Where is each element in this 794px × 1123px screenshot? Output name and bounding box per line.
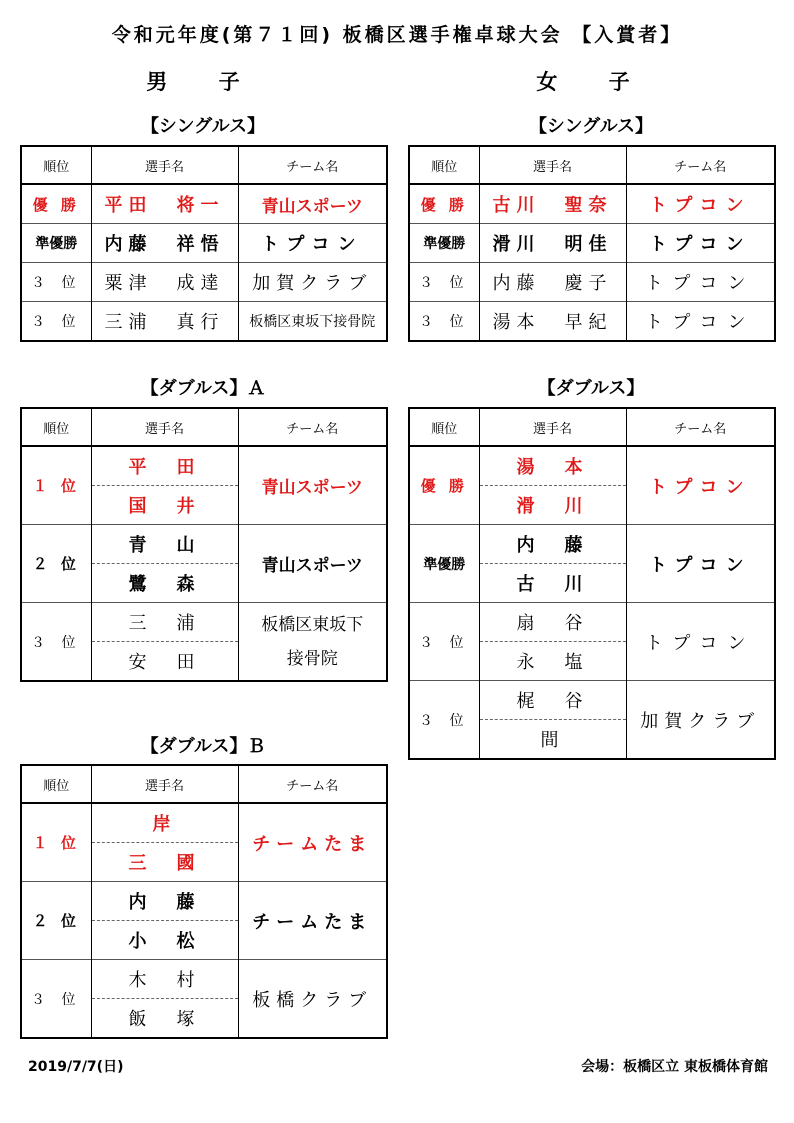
women-singles-title: 【シングルス】 — [528, 116, 654, 137]
table-row — [21, 960, 387, 999]
page-title: 令和元年度(第７１回) 板橋区選手権卓球大会 【入賞者】 — [111, 24, 683, 46]
player-header: 選手名 — [91, 408, 238, 446]
rank-cell: １ 位 — [21, 446, 91, 525]
player-cell: 内藤 祥悟 — [91, 224, 238, 263]
men-singles-table — [20, 145, 388, 342]
rank-cell: ３ 位 — [21, 302, 91, 342]
rank-cell: ３ 位 — [409, 263, 479, 302]
player-cell: 滑 川 — [479, 486, 626, 525]
men-singles-title: 【シングルス】 — [140, 116, 266, 137]
rank-cell: ３ 位 — [21, 603, 91, 682]
women-heading: 女 子 — [536, 70, 652, 94]
table-row — [409, 603, 775, 642]
table-row — [21, 263, 387, 302]
player-cell: 飯 塚 — [91, 999, 238, 1039]
rank-cell: ２ 位 — [21, 882, 91, 960]
player-header: 選手名 — [91, 765, 238, 803]
player-cell: 国 井 — [91, 486, 238, 525]
team-cell: チームたま — [238, 882, 387, 960]
event-venue: 会場：板橋区立 東板橋体育館 — [581, 1059, 768, 1075]
table-row — [409, 302, 775, 342]
team-cell: トプコン — [626, 224, 775, 263]
player-cell: 湯 本 — [479, 446, 626, 486]
table-row — [409, 184, 775, 224]
table-row — [409, 525, 775, 564]
player-cell: 湯本 早紀 — [479, 302, 626, 342]
table-row — [21, 224, 387, 263]
men-heading: 男 子 — [146, 70, 262, 94]
table-header — [409, 408, 775, 446]
player-cell: 岸 — [91, 803, 238, 843]
team-cell: トプコン — [238, 224, 387, 263]
event-date: 2019/7/7(日) — [28, 1059, 124, 1075]
team-cell: 青山スポーツ — [238, 184, 387, 224]
table-row — [21, 882, 387, 921]
player-cell: 三 國 — [91, 843, 238, 882]
team-header: チーム名 — [626, 146, 775, 184]
table-row — [409, 224, 775, 263]
player-header: 選手名 — [91, 146, 238, 184]
rank-header: 順位 — [409, 408, 479, 446]
table-row — [409, 446, 775, 486]
rank-cell: 優 勝 — [21, 184, 91, 224]
team-line: 板橋区東坂下 — [261, 614, 364, 635]
rank-cell: ３ 位 — [21, 960, 91, 1039]
rank-header: 順位 — [409, 146, 479, 184]
player-cell: 小 松 — [91, 921, 238, 960]
player-header: 選手名 — [479, 146, 626, 184]
table-row — [21, 446, 387, 486]
rank-cell: ２ 位 — [21, 525, 91, 603]
player-cell: 梶 谷 — [479, 681, 626, 720]
player-cell: 永 塩 — [479, 642, 626, 681]
rank-cell: ３ 位 — [409, 302, 479, 342]
player-cell: 平 田 — [91, 446, 238, 486]
men-doubles-a-title: 【ダブルス】Ａ — [140, 378, 266, 399]
table-header — [21, 408, 387, 446]
player-cell: 古 川 — [479, 564, 626, 603]
team-header: チーム名 — [238, 765, 387, 803]
team-cell: 板橋クラブ — [238, 960, 387, 1039]
player-cell: 安 田 — [91, 642, 238, 682]
rank-header: 順位 — [21, 408, 91, 446]
player-cell: 間 — [479, 720, 626, 760]
team-cell: 板橋区東坂下接骨院 — [238, 302, 387, 342]
team-cell: 青山スポーツ — [238, 446, 387, 525]
men-doubles-b-title: 【ダブルス】Ｂ — [140, 736, 266, 757]
player-cell: 粟津 成達 — [91, 263, 238, 302]
player-cell: 木 村 — [91, 960, 238, 999]
team-cell — [238, 603, 387, 682]
player-cell: 滑川 明佳 — [479, 224, 626, 263]
player-header: 選手名 — [479, 408, 626, 446]
table-header — [409, 146, 775, 184]
table-row — [409, 681, 775, 720]
player-cell: 扇 谷 — [479, 603, 626, 642]
table-row — [21, 302, 387, 342]
rank-header: 順位 — [21, 765, 91, 803]
player-cell: 内 藤 — [91, 882, 238, 921]
men-doubles-b-table — [20, 764, 388, 1039]
player-cell: 三 浦 — [91, 603, 238, 642]
player-cell: 古川 聖奈 — [479, 184, 626, 224]
men-doubles-a-table — [20, 407, 388, 682]
rank-cell: 準優勝 — [21, 224, 91, 263]
rank-cell: 優 勝 — [409, 184, 479, 224]
table-row — [21, 184, 387, 224]
table-row — [21, 525, 387, 564]
team-cell: 加賀クラブ — [626, 681, 775, 760]
player-cell: 平田 将一 — [91, 184, 238, 224]
rank-cell: ３ 位 — [409, 681, 479, 760]
women-doubles-table — [408, 407, 776, 760]
rank-cell: 優 勝 — [409, 446, 479, 525]
player-cell: 内藤 慶子 — [479, 263, 626, 302]
player-cell: 三浦 真行 — [91, 302, 238, 342]
table-header — [21, 146, 387, 184]
team-cell: トプコン — [626, 263, 775, 302]
team-cell: トプコン — [626, 184, 775, 224]
team-cell: トプコン — [626, 302, 775, 342]
table-header — [21, 765, 387, 803]
team-cell: トプコン — [626, 603, 775, 681]
rank-cell: １ 位 — [21, 803, 91, 882]
rank-cell: ３ 位 — [409, 603, 479, 681]
table-row — [409, 263, 775, 302]
rank-cell: 準優勝 — [409, 525, 479, 603]
team-header: チーム名 — [238, 146, 387, 184]
rank-cell: ３ 位 — [21, 263, 91, 302]
table-row — [21, 803, 387, 843]
player-cell: 鷺 森 — [91, 564, 238, 603]
women-singles-table — [408, 145, 776, 342]
women-doubles-title: 【ダブルス】 — [537, 378, 645, 399]
team-cell: 青山スポーツ — [238, 525, 387, 603]
player-cell: 青 山 — [91, 525, 238, 564]
team-header: チーム名 — [626, 408, 775, 446]
player-cell: 内 藤 — [479, 525, 626, 564]
team-cell: トプコン — [626, 446, 775, 525]
rank-header: 順位 — [21, 146, 91, 184]
team-cell: トプコン — [626, 525, 775, 603]
team-header: チーム名 — [238, 408, 387, 446]
team-line: 接骨院 — [286, 648, 338, 669]
team-cell: 加賀クラブ — [238, 263, 387, 302]
team-cell: チームたま — [238, 803, 387, 882]
table-row — [21, 603, 387, 642]
rank-cell: 準優勝 — [409, 224, 479, 263]
